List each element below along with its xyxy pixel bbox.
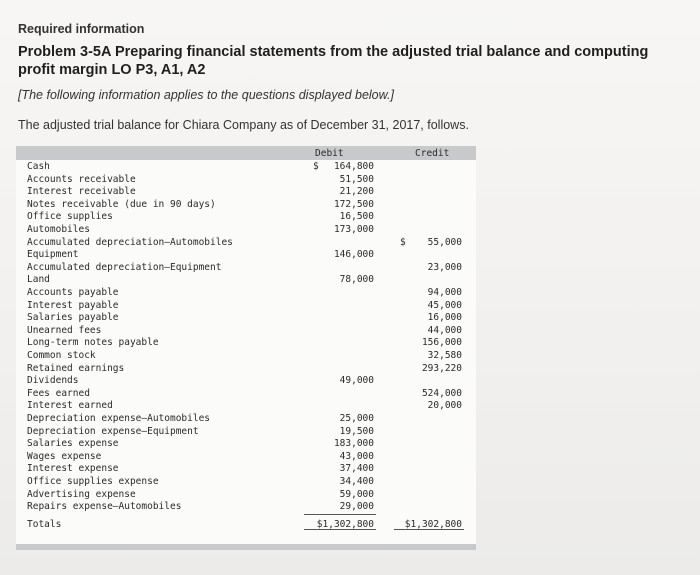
debit-amount: 34,400 xyxy=(339,476,374,487)
totals-label: Totals xyxy=(27,519,62,530)
credit-amount: 293,220 xyxy=(421,362,462,374)
problem-title: Problem 3-5A Preparing financial statements from the adjusted trial balance and computing profit margin LO P3, A1, A2 xyxy=(18,44,649,78)
intro-text: The adjusted trial balance for Chiara Company as of December 31, 2017, follows. xyxy=(18,118,469,132)
account-name: Wages expense xyxy=(27,450,102,462)
debit-amount: 183,000 xyxy=(333,438,374,450)
table-header-bar xyxy=(16,146,476,160)
credit-amount: 156,000 xyxy=(421,337,462,349)
table-row xyxy=(16,224,476,237)
table-row xyxy=(16,451,476,464)
account-name: Land xyxy=(27,274,50,286)
account-name: Accumulated depreciation—Automobiles xyxy=(27,236,233,248)
table-footer-bar xyxy=(16,544,476,550)
table-row xyxy=(16,174,476,187)
table-row xyxy=(16,312,476,325)
debit-amount: 37,400 xyxy=(339,463,374,475)
table-row xyxy=(16,463,476,476)
info-note: [The following information applies to the questions displayed below.] xyxy=(18,88,394,102)
debit-amount: 78,000 xyxy=(339,274,374,286)
credit-column-header: Credit xyxy=(415,148,450,159)
account-name: Depreciation expense—Automobiles xyxy=(27,413,211,424)
table-row xyxy=(16,400,476,413)
table-row xyxy=(16,249,476,262)
credit-amount: 44,000 xyxy=(427,324,462,336)
account-name: Depreciation expense—Equipment xyxy=(27,425,199,437)
table-row xyxy=(16,186,476,199)
table-row xyxy=(16,237,476,250)
account-name: Salaries payable xyxy=(27,312,119,324)
table-row xyxy=(16,274,476,287)
credit-amount: 45,000 xyxy=(427,299,462,311)
table-row xyxy=(16,489,476,502)
table-row xyxy=(16,438,476,451)
table-row xyxy=(16,211,476,224)
table-row xyxy=(16,287,476,300)
table-row xyxy=(16,363,476,376)
table-row xyxy=(16,476,476,489)
table-row xyxy=(16,325,476,338)
debit-amount: 21,200 xyxy=(339,186,374,198)
debit-amount: 173,000 xyxy=(333,224,374,235)
table-row xyxy=(16,300,476,313)
credit-amount: 32,580 xyxy=(427,350,462,361)
debit-column-header: Debit xyxy=(315,148,344,159)
account-name: Common stock xyxy=(27,350,96,361)
account-name: Dividends xyxy=(27,375,79,387)
account-name: Repairs expense—Automobiles xyxy=(27,501,182,513)
account-name: Office supplies expense xyxy=(27,476,159,487)
debit-amount: 59,000 xyxy=(339,488,374,500)
debit-amount: 25,000 xyxy=(339,413,374,424)
credit-dollar-sign: $ xyxy=(400,236,406,248)
debit-amount: 43,000 xyxy=(339,450,374,462)
debit-amount: 51,500 xyxy=(339,173,374,185)
account-name: Office supplies xyxy=(27,211,113,223)
table-row xyxy=(16,501,476,514)
account-name: Unearned fees xyxy=(27,324,102,336)
debit-subtotal-rule xyxy=(304,514,376,515)
account-name: Accumulated depreciation—Equipment xyxy=(27,261,222,273)
account-name: Equipment xyxy=(27,249,79,261)
credit-amount: 94,000 xyxy=(427,287,462,298)
account-name: Interest receivable xyxy=(27,186,136,198)
trial-balance-table xyxy=(16,146,476,550)
table-row xyxy=(16,388,476,401)
account-name: Retained earnings xyxy=(27,362,125,374)
account-name: Long-term notes payable xyxy=(27,337,159,349)
account-name: Interest payable xyxy=(27,299,119,311)
credit-amount: 55,000 xyxy=(427,236,462,248)
debit-amount: 16,500 xyxy=(339,211,374,223)
table-row xyxy=(16,161,476,174)
account-name: Advertising expense xyxy=(27,488,136,500)
required-information-heading: Required information xyxy=(18,22,145,36)
credit-amount: 16,000 xyxy=(427,312,462,324)
debit-amount: 29,000 xyxy=(339,501,374,513)
table-row xyxy=(16,262,476,275)
account-name: Cash xyxy=(27,161,50,172)
account-name: Notes receivable (due in 90 days) xyxy=(27,198,216,210)
account-name: Automobiles xyxy=(27,224,90,235)
table-row xyxy=(16,413,476,426)
account-name: Accounts receivable xyxy=(27,173,136,185)
table-row xyxy=(16,199,476,212)
debit-amount: 19,500 xyxy=(339,425,374,437)
account-name: Fees earned xyxy=(27,387,90,399)
account-name: Accounts payable xyxy=(27,287,119,298)
table-row xyxy=(16,350,476,363)
debit-amount: 49,000 xyxy=(339,375,374,387)
totals-row xyxy=(16,519,476,532)
account-name: Interest earned xyxy=(27,400,113,412)
credit-amount: 20,000 xyxy=(427,400,462,412)
account-name: Salaries expense xyxy=(27,438,119,450)
table-row xyxy=(16,375,476,388)
table-row xyxy=(16,426,476,439)
total-credit: $1,302,800 xyxy=(404,519,462,530)
debit-dollar-sign: $ xyxy=(313,161,319,172)
account-name: Interest expense xyxy=(27,463,119,475)
credit-amount: 23,000 xyxy=(427,261,462,273)
debit-amount: 172,500 xyxy=(333,198,374,210)
debit-amount: 146,000 xyxy=(333,249,374,261)
credit-amount: 524,000 xyxy=(421,387,462,399)
table-row xyxy=(16,337,476,350)
debit-amount: 164,800 xyxy=(333,161,374,172)
total-debit: $1,302,800 xyxy=(316,519,374,530)
